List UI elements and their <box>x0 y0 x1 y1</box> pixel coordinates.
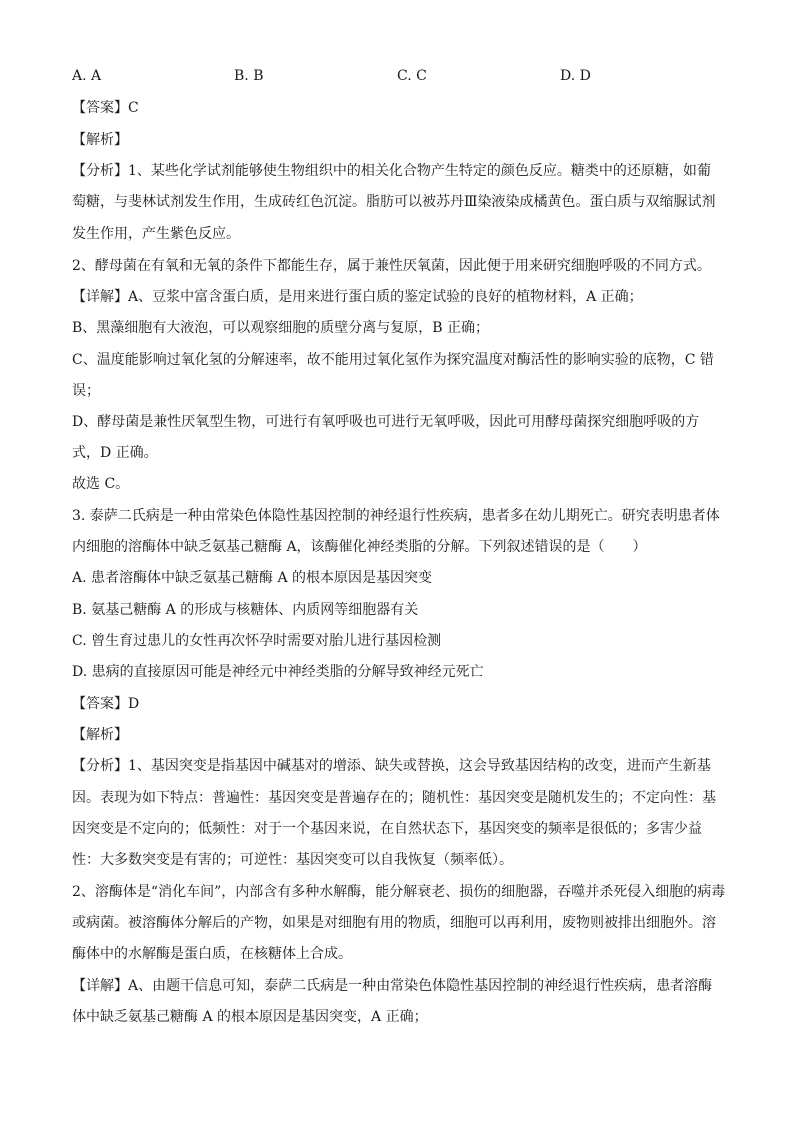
q3-answer: 【答案】D <box>72 696 140 712</box>
q2-line: 萄糖，与斐林试剂发生作用，生成砖红色沉淀。脂肪可以被苏丹Ⅲ染液染成橘黄色。蛋白质与双缩脲试剂 <box>72 194 716 210</box>
q2-line: B、黑藻细胞有大液泡，可以观察细胞的质壁分离与复原，B 正确； <box>72 320 490 336</box>
q2-line: 【分析】1、某些化学试剂能够使生物组织中的相关化合物产生特定的颜色反应。糖类中的还原糖，如葡 <box>72 163 711 179</box>
q3-option-b: B. 氨基己糖酶 A 的形成与核糖体、内质网等细胞器有关 <box>72 602 419 618</box>
q3-line: 酶体中的水解酶是蛋白质，在核糖体上合成。 <box>72 946 352 962</box>
q2-line: 误； <box>72 383 100 399</box>
q2-option-c: C. C <box>397 68 427 84</box>
q3-line: 因。表现为如下特点：普遍性：基因突变是普遍存在的；随机性：基因突变是随机发生的；不定向性：基 <box>72 790 716 806</box>
q3-line: 【分析】1、基因突变是指基因中碱基对的增添、缺失或替换，这会导致基因结构的改变，进而产生新基 <box>72 758 711 774</box>
q2-line: 2、酵母菌在有氧和无氧的条件下都能生存，属于兼性厌氧菌，因此便于用来研究细胞呼吸的不同方式。 <box>72 258 711 274</box>
q3-analysis-heading: 【解析】 <box>72 727 128 743</box>
q2-line: 发生作用，产生紫色反应。 <box>72 226 240 242</box>
q2-option-a: A. A <box>72 68 102 84</box>
q3-line: 性：大多数突变是有害的；可逆性：基因突变可以自我恢复（频率低）。 <box>72 852 513 868</box>
q3-stem-line: 内细胞的溶酶体中缺乏氨基己糖酶 A，该酶催化神经类脂的分解。下列叙述错误的是（ ） <box>72 539 647 555</box>
q3-option-a: A. 患者溶酶体中缺乏氨基己糖酶 A 的根本原因是基因突变 <box>72 570 433 586</box>
q2-line: 故选 C。 <box>72 476 130 492</box>
q2-line: 【详解】A、豆浆中富含蛋白质，是用来进行蛋白质的鉴定试验的良好的植物材料，A 正确； <box>72 289 643 305</box>
q2-line: 式，D 正确。 <box>72 445 158 461</box>
q3-option-d: D. 患病的直接原因可能是神经元中神经类脂的分解导致神经元死亡 <box>72 664 484 680</box>
q3-line: 因突变是不定向的；低频性：对于一个基因来说，在自然状态下，基因突变的频率是很低的；多害少益 <box>72 821 702 837</box>
q3-line: 体中缺乏氨基己糖酶 A 的根本原因是基因突变，A 正确； <box>72 1009 428 1025</box>
q2-answer: 【答案】C <box>72 100 139 116</box>
q3-line: 2、溶酶体是“消化车间”，内部含有多种水解酶，能分解衰老、损伤的细胞器，吞噬并杀死侵入细胞的病毒 <box>72 884 726 900</box>
q2-line: C、温度能影响过氧化氢的分解速率，故不能用过氧化氢作为探究温度对酶活性的影响实验的底物，C 错 <box>72 352 714 368</box>
q2-option-b: B. B <box>234 68 264 84</box>
q3-line: 或病菌。被溶酶体分解后的产物，如果是对细胞有用的物质，细胞可以再利用，废物则被排出细胞外。溶 <box>72 915 716 931</box>
q3-stem-line: 3. 泰萨二氏病是一种由常染色体隐性基因控制的神经退行性疾病，患者多在幼儿期死亡。研究表明患者体 <box>72 508 720 524</box>
q3-line: 【详解】A、由题干信息可知，泰萨二氏病是一种由常染色体隐性基因控制的神经退行性疾病，患者溶酶 <box>72 978 713 994</box>
q2-analysis-heading: 【解析】 <box>72 132 128 148</box>
q2-option-d: D. D <box>560 68 591 84</box>
q3-option-c: C. 曾生育过患儿的女性再次怀孕时需要对胎儿进行基因检测 <box>72 633 442 649</box>
q2-line: D、酵母菌是兼性厌氧型生物，可进行有氧呼吸也可进行无氧呼吸，因此可用酵母菌探究细胞呼吸的方 <box>72 414 700 430</box>
